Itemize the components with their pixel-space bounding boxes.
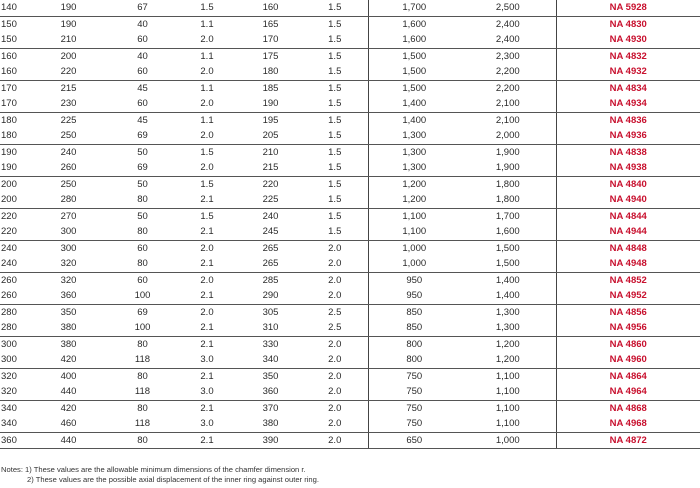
- cell-inner-race-f: 190: [239, 96, 302, 112]
- cell-speed-grease: 850: [368, 320, 460, 336]
- cell-width-b: 80: [137, 370, 148, 382]
- cell-designation: NA 4844: [556, 208, 700, 224]
- cell-outer-d: 300: [27, 224, 110, 240]
- cell-chamfer-r: 1.1: [200, 114, 214, 126]
- cell-bore-d: 340: [0, 416, 27, 432]
- cell-speed-grease: 1,200: [368, 176, 460, 192]
- table-row: [0, 96, 700, 112]
- cell-outer-d: 350: [60, 306, 77, 318]
- cell-designation: NA 4936: [556, 128, 700, 144]
- cell-width-b: 118: [110, 416, 175, 432]
- cell-bore-d: 150: [1, 18, 17, 30]
- cell-bore-d: 190: [0, 160, 27, 176]
- cell-speed-oil: 1,400: [460, 288, 556, 304]
- cell-outer-d: 210: [27, 32, 110, 48]
- table-row: [0, 240, 700, 256]
- cell-axial-shift: 2.0: [328, 338, 342, 350]
- cell-designation: NA 4948: [556, 256, 700, 272]
- table-row: [0, 16, 700, 32]
- cell-inner-race-f: 210: [262, 146, 279, 158]
- cell-speed-oil: 1,500: [460, 256, 556, 272]
- cell-outer-d: 440: [27, 384, 110, 400]
- cell-speed-oil: 1,100: [495, 370, 520, 382]
- cell-chamfer-r: 2.0: [175, 32, 239, 48]
- cell-designation: NA 4934: [556, 96, 700, 112]
- table-row: [0, 192, 700, 208]
- cell-speed-oil: 1,300: [495, 306, 520, 318]
- cell-outer-d: 270: [60, 210, 77, 222]
- cell-speed-oil: 1,500: [495, 242, 520, 254]
- cell-designation: NA 4872: [556, 432, 700, 449]
- cell-speed-grease: 1,100: [368, 208, 460, 224]
- cell-width-b: 60: [110, 96, 175, 112]
- cell-speed-grease: 750: [368, 416, 460, 432]
- cell-chamfer-r: 2.1: [175, 320, 239, 336]
- cell-bore-d: 180: [1, 114, 17, 126]
- cell-inner-race-f: 360: [239, 384, 302, 400]
- table-row: [0, 368, 700, 384]
- cell-speed-grease: 750: [368, 384, 460, 400]
- footnote-2: 2) These values are the possible axial displacement of the inner ring against outer ring.: [27, 475, 319, 484]
- cell-outer-d: 250: [27, 128, 110, 144]
- cell-chamfer-r: 2.0: [175, 128, 239, 144]
- cell-chamfer-r: 1.1: [200, 18, 214, 30]
- footnotes: [1, 465, 319, 485]
- cell-inner-race-f: 370: [262, 402, 279, 414]
- cell-speed-oil: 1,400: [495, 274, 520, 286]
- cell-speed-grease: 1,100: [368, 224, 460, 240]
- cell-outer-d: 240: [60, 146, 77, 158]
- cell-width-b: 50: [137, 146, 148, 158]
- cell-speed-oil: 1,000: [460, 432, 556, 449]
- cell-inner-race-f: 185: [262, 82, 279, 94]
- table-row: [0, 224, 700, 240]
- cell-speed-oil: 1,100: [460, 384, 556, 400]
- cell-speed-oil: 1,800: [460, 192, 556, 208]
- cell-width-b: 118: [110, 384, 175, 400]
- cell-chamfer-r: 2.0: [200, 274, 214, 286]
- cell-bore-d: 180: [0, 128, 27, 144]
- cell-chamfer-r: 3.0: [175, 384, 239, 400]
- cell-bore-d: 160: [1, 50, 17, 62]
- cell-inner-race-f: 205: [239, 128, 302, 144]
- cell-designation: NA 4836: [556, 112, 700, 128]
- cell-inner-race-f: 330: [262, 338, 279, 350]
- cell-outer-d: 190: [27, 0, 110, 16]
- table-row: [0, 320, 700, 336]
- cell-bore-d: 190: [1, 146, 17, 158]
- cell-axial-shift: 2.0: [302, 384, 368, 400]
- cell-bore-d: 200: [1, 178, 17, 190]
- cell-outer-d: 380: [60, 338, 77, 350]
- cell-bore-d: 280: [0, 320, 27, 336]
- cell-speed-grease: 750: [368, 368, 460, 384]
- cell-chamfer-r: 2.0: [175, 96, 239, 112]
- cell-inner-race-f: 350: [262, 370, 279, 382]
- cell-speed-grease: 1,500: [368, 64, 460, 80]
- cell-inner-race-f: 245: [239, 224, 302, 240]
- cell-width-b: 50: [137, 210, 148, 222]
- cell-bore-d: 170: [1, 82, 17, 94]
- cell-width-b: 67: [110, 0, 175, 16]
- cell-width-b: 60: [137, 242, 148, 254]
- cell-width-b: 60: [110, 64, 175, 80]
- cell-inner-race-f: 340: [239, 352, 302, 368]
- table-row: [0, 256, 700, 272]
- cell-chamfer-r: 2.1: [175, 432, 239, 449]
- cell-axial-shift: 1.5: [328, 50, 342, 62]
- table-row: [0, 128, 700, 144]
- cell-inner-race-f: 175: [262, 50, 279, 62]
- cell-speed-grease: 1,400: [368, 96, 460, 112]
- table-row: [0, 304, 700, 320]
- cell-speed-oil: 1,200: [495, 338, 520, 350]
- cell-axial-shift: 2.5: [302, 320, 368, 336]
- cell-outer-d: 200: [60, 50, 77, 62]
- cell-axial-shift: 2.0: [302, 432, 368, 449]
- cell-speed-oil: 1,700: [495, 210, 520, 222]
- cell-bore-d: 300: [0, 352, 27, 368]
- cell-bore-d: 170: [0, 96, 27, 112]
- cell-chamfer-r: 1.5: [200, 210, 214, 222]
- cell-outer-d: 420: [27, 352, 110, 368]
- cell-designation: NA 4940: [556, 192, 700, 208]
- cell-designation: NA 4944: [556, 224, 700, 240]
- cell-speed-oil: 2,100: [495, 114, 520, 126]
- cell-speed-oil: 1,200: [460, 352, 556, 368]
- cell-speed-oil: 1,100: [495, 402, 520, 414]
- cell-bore-d: 360: [0, 432, 27, 449]
- cell-outer-d: 360: [27, 288, 110, 304]
- cell-chamfer-r: 2.1: [175, 192, 239, 208]
- cell-width-b: 69: [110, 160, 175, 176]
- cell-chamfer-r: 1.5: [200, 146, 214, 158]
- cell-outer-d: 460: [27, 416, 110, 432]
- cell-designation: NA 4838: [556, 144, 700, 160]
- cell-axial-shift: 2.0: [328, 274, 342, 286]
- cell-chamfer-r: 1.5: [175, 0, 239, 16]
- table-row: [0, 288, 700, 304]
- cell-width-b: 80: [110, 192, 175, 208]
- cell-outer-d: 280: [27, 192, 110, 208]
- cell-axial-shift: 1.5: [328, 82, 342, 94]
- footnote-1: Notes: 1) These values are the allowable minimum dimensions of the chamfer dimension r.: [1, 465, 306, 474]
- cell-chamfer-r: 2.1: [200, 338, 214, 350]
- cell-chamfer-r: 2.0: [175, 64, 239, 80]
- cell-speed-grease: 750: [368, 400, 460, 416]
- cell-outer-d: 190: [60, 18, 77, 30]
- cell-designation: NA 4952: [556, 288, 700, 304]
- cell-chamfer-r: 2.0: [175, 160, 239, 176]
- table-row: [0, 64, 700, 80]
- cell-speed-grease: 1,300: [368, 128, 460, 144]
- cell-speed-oil: 2,300: [495, 50, 520, 62]
- cell-chamfer-r: 3.0: [175, 416, 239, 432]
- cell-axial-shift: 1.5: [302, 64, 368, 80]
- cell-bore-d: 160: [0, 64, 27, 80]
- cell-inner-race-f: 305: [262, 306, 279, 318]
- cell-width-b: 80: [137, 338, 148, 350]
- cell-width-b: 40: [137, 18, 148, 30]
- cell-width-b: 45: [137, 114, 148, 126]
- cell-outer-d: 440: [27, 432, 110, 449]
- table-row: [0, 416, 700, 432]
- cell-speed-grease: 950: [368, 272, 460, 288]
- cell-width-b: 69: [137, 306, 148, 318]
- cell-speed-grease: 1,600: [368, 32, 460, 48]
- cell-speed-oil: 1,800: [495, 178, 520, 190]
- cell-width-b: 80: [110, 256, 175, 272]
- cell-axial-shift: 2.0: [328, 242, 342, 254]
- cell-width-b: 50: [137, 178, 148, 190]
- cell-chamfer-r: 3.0: [175, 352, 239, 368]
- cell-axial-shift: 1.5: [328, 114, 342, 126]
- table-row: [0, 432, 700, 449]
- cell-axial-shift: 2.0: [328, 370, 342, 382]
- cell-speed-oil: 2,500: [460, 0, 556, 16]
- cell-axial-shift: 1.5: [302, 32, 368, 48]
- cell-axial-shift: 1.5: [328, 146, 342, 158]
- cell-designation: NA 4868: [556, 400, 700, 416]
- table-row: [0, 352, 700, 368]
- table-row: [0, 176, 700, 192]
- cell-bore-d: 280: [1, 306, 17, 318]
- cell-width-b: 80: [137, 402, 148, 414]
- table-row: [0, 384, 700, 400]
- cell-inner-race-f: 165: [262, 18, 279, 30]
- cell-width-b: 60: [110, 32, 175, 48]
- cell-outer-d: 250: [60, 178, 77, 190]
- cell-chamfer-r: 2.1: [175, 256, 239, 272]
- cell-speed-grease: 1,000: [368, 256, 460, 272]
- cell-axial-shift: 1.5: [302, 160, 368, 176]
- cell-bore-d: 320: [0, 384, 27, 400]
- cell-inner-race-f: 220: [262, 178, 279, 190]
- cell-width-b: 60: [137, 274, 148, 286]
- cell-axial-shift: 1.5: [302, 192, 368, 208]
- cell-designation: NA 4932: [556, 64, 700, 80]
- cell-axial-shift: 1.5: [302, 224, 368, 240]
- cell-speed-oil: 2,100: [460, 96, 556, 112]
- table-row: [0, 0, 700, 16]
- cell-chamfer-r: 2.0: [200, 242, 214, 254]
- cell-chamfer-r: 2.1: [175, 224, 239, 240]
- cell-outer-d: 220: [27, 64, 110, 80]
- table-row: [0, 144, 700, 160]
- cell-inner-race-f: 310: [239, 320, 302, 336]
- cell-chamfer-r: 2.1: [200, 370, 214, 382]
- cell-designation: NA 4968: [556, 416, 700, 432]
- cell-bore-d: 340: [1, 402, 17, 414]
- cell-outer-d: 260: [27, 160, 110, 176]
- cell-speed-grease: 800: [368, 336, 460, 352]
- cell-inner-race-f: 195: [262, 114, 279, 126]
- cell-width-b: 45: [137, 82, 148, 94]
- cell-bore-d: 320: [1, 370, 17, 382]
- cell-designation: NA 4930: [556, 32, 700, 48]
- cell-speed-oil: 1,100: [460, 416, 556, 432]
- cell-designation: NA 4852: [556, 272, 700, 288]
- cell-speed-grease: 1,500: [368, 80, 460, 96]
- cell-bore-d: 240: [0, 256, 27, 272]
- cell-designation: NA 4964: [556, 384, 700, 400]
- cell-designation: NA 5928: [556, 0, 700, 16]
- cell-speed-oil: 1,900: [495, 146, 520, 158]
- cell-axial-shift: 2.0: [302, 416, 368, 432]
- cell-speed-oil: 2,400: [460, 32, 556, 48]
- cell-speed-oil: 2,400: [495, 18, 520, 30]
- cell-inner-race-f: 290: [239, 288, 302, 304]
- cell-axial-shift: 2.0: [302, 256, 368, 272]
- cell-designation: NA 4830: [556, 16, 700, 32]
- table-row: [0, 336, 700, 352]
- cell-speed-grease: 1,300: [368, 144, 460, 160]
- cell-width-b: 40: [137, 50, 148, 62]
- table-row: [0, 208, 700, 224]
- cell-speed-oil: 1,900: [460, 160, 556, 176]
- cell-chamfer-r: 2.1: [175, 288, 239, 304]
- cell-inner-race-f: 215: [239, 160, 302, 176]
- cell-designation: NA 4956: [556, 320, 700, 336]
- cell-chamfer-r: 2.1: [200, 402, 214, 414]
- cell-chamfer-r: 2.0: [200, 306, 214, 318]
- cell-speed-grease: 1,400: [368, 112, 460, 128]
- cell-speed-grease: 1,700: [368, 0, 460, 16]
- cell-outer-d: 225: [60, 114, 77, 126]
- cell-speed-oil: 1,600: [460, 224, 556, 240]
- cell-width-b: 69: [110, 128, 175, 144]
- cell-speed-oil: 2,000: [460, 128, 556, 144]
- cell-axial-shift: 1.5: [328, 18, 342, 30]
- table-row: [0, 80, 700, 96]
- table-row: [0, 32, 700, 48]
- cell-width-b: 80: [110, 432, 175, 449]
- cell-outer-d: 420: [60, 402, 77, 414]
- cell-width-b: 80: [110, 224, 175, 240]
- table-row: [0, 400, 700, 416]
- cell-outer-d: 215: [60, 82, 77, 94]
- cell-axial-shift: 2.5: [328, 306, 342, 318]
- cell-speed-grease: 850: [368, 304, 460, 320]
- cell-designation: NA 4848: [556, 240, 700, 256]
- cell-outer-d: 300: [60, 242, 77, 254]
- cell-axial-shift: 1.5: [328, 210, 342, 222]
- cell-speed-grease: 650: [368, 432, 460, 449]
- cell-axial-shift: 1.5: [302, 128, 368, 144]
- cell-speed-oil: 2,200: [460, 64, 556, 80]
- cell-outer-d: 320: [60, 274, 77, 286]
- cell-inner-race-f: 380: [239, 416, 302, 432]
- cell-width-b: 118: [110, 352, 175, 368]
- cell-bore-d: 240: [1, 242, 17, 254]
- table-row: [0, 160, 700, 176]
- cell-speed-grease: 1,200: [368, 192, 460, 208]
- cell-inner-race-f: 180: [239, 64, 302, 80]
- cell-designation: NA 4832: [556, 48, 700, 64]
- cell-designation: NA 4960: [556, 352, 700, 368]
- cell-chamfer-r: 1.5: [200, 178, 214, 190]
- cell-designation: NA 4834: [556, 80, 700, 96]
- cell-outer-d: 400: [60, 370, 77, 382]
- cell-axial-shift: 2.0: [328, 402, 342, 414]
- cell-axial-shift: 1.5: [302, 0, 368, 16]
- cell-inner-race-f: 265: [262, 242, 279, 254]
- cell-bore-d: 220: [0, 224, 27, 240]
- cell-speed-grease: 1,500: [368, 48, 460, 64]
- cell-designation: NA 4840: [556, 176, 700, 192]
- cell-designation: NA 4860: [556, 336, 700, 352]
- cell-speed-oil: 1,300: [460, 320, 556, 336]
- cell-speed-oil: 2,200: [495, 82, 520, 94]
- cell-bore-d: 200: [0, 192, 27, 208]
- table-row: [0, 272, 700, 288]
- cell-inner-race-f: 225: [239, 192, 302, 208]
- cell-designation: NA 4938: [556, 160, 700, 176]
- cell-inner-race-f: 240: [262, 210, 279, 222]
- cell-inner-race-f: 390: [239, 432, 302, 449]
- cell-outer-d: 320: [27, 256, 110, 272]
- cell-width-b: 100: [110, 288, 175, 304]
- cell-chamfer-r: 1.1: [200, 50, 214, 62]
- cell-bore-d: 300: [1, 338, 17, 350]
- cell-chamfer-r: 1.1: [200, 82, 214, 94]
- cell-speed-grease: 800: [368, 352, 460, 368]
- cell-inner-race-f: 160: [239, 0, 302, 16]
- cell-bore-d: 260: [1, 274, 17, 286]
- cell-bore-d: 220: [1, 210, 17, 222]
- cell-speed-grease: 1,600: [368, 16, 460, 32]
- cell-speed-grease: 1,300: [368, 160, 460, 176]
- cell-width-b: 100: [110, 320, 175, 336]
- cell-bore-d: 150: [0, 32, 27, 48]
- table-row: [0, 48, 700, 64]
- cell-speed-grease: 950: [368, 288, 460, 304]
- cell-inner-race-f: 265: [239, 256, 302, 272]
- cell-inner-race-f: 285: [262, 274, 279, 286]
- cell-bore-d: 260: [0, 288, 27, 304]
- cell-outer-d: 380: [27, 320, 110, 336]
- cell-bore-d: 140: [0, 0, 27, 16]
- table-row: [0, 112, 700, 128]
- cell-axial-shift: 2.0: [302, 352, 368, 368]
- cell-inner-race-f: 170: [239, 32, 302, 48]
- cell-speed-grease: 1,000: [368, 240, 460, 256]
- cell-axial-shift: 1.5: [302, 96, 368, 112]
- cell-axial-shift: 1.5: [328, 178, 342, 190]
- cell-outer-d: 230: [27, 96, 110, 112]
- cell-axial-shift: 2.0: [302, 288, 368, 304]
- cell-designation: NA 4864: [556, 368, 700, 384]
- cell-designation: NA 4856: [556, 304, 700, 320]
